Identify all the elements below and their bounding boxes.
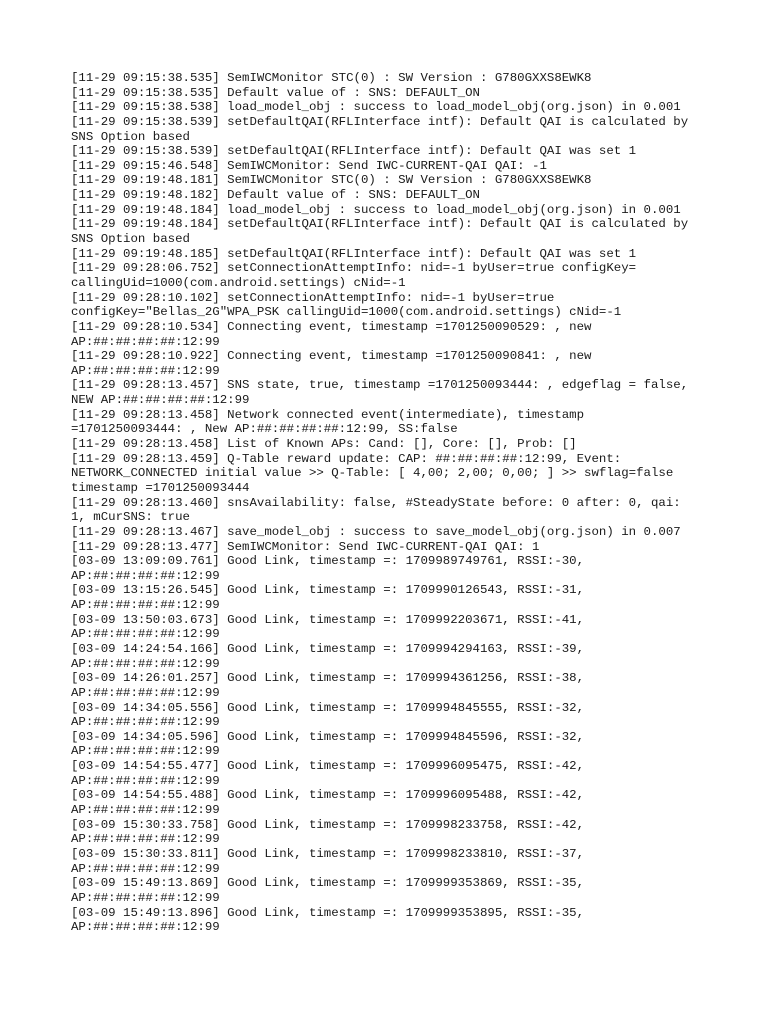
- log-line: AP:##:##:##:##:12:99: [71, 832, 220, 847]
- log-line: [11-29 09:19:48.185] setDefaultQAI(RFLInterface intf): Default QAI was set 1: [71, 246, 637, 261]
- log-line: [11-29 09:15:38.539] setDefaultQAI(RFLInterface intf): Default QAI was set 1: [71, 144, 637, 159]
- log-line: [11-29 09:28:13.460] snsAvailability: false, #SteadyState before: 0 after: 0, qai:: [71, 495, 681, 510]
- log-line: [11-29 09:28:06.752] setConnectionAttemptInfo: nid=-1 byUser=true configKey=: [71, 261, 637, 276]
- log-line: AP:##:##:##:##:12:99: [71, 715, 220, 730]
- log-line: AP:##:##:##:##:12:99: [71, 744, 220, 759]
- log-line: AP:##:##:##:##:12:99: [71, 363, 220, 378]
- log-line: [03-09 15:30:33.758] Good Link, timestamp =: 1709998233758, RSSI:-42,: [71, 817, 585, 832]
- log-line: [11-29 09:28:13.467] save_model_obj : success to save_model_obj(org.json) in 0.007: [71, 524, 681, 539]
- log-line: [11-29 09:28:10.534] Connecting event, timestamp =1701250090529: , new: [71, 319, 592, 334]
- log-line: NEW AP:##:##:##:##:12:99: [71, 393, 250, 408]
- log-line: callingUid=1000(com.android.settings) cNid=-1: [71, 275, 406, 290]
- log-line: SNS Option based: [71, 232, 190, 247]
- log-line: [03-09 14:26:01.257] Good Link, timestamp =: 1709994361256, RSSI:-38,: [71, 671, 585, 686]
- log-line: [11-29 09:15:46.548] SemIWCMonitor: Send IWC-CURRENT-QAI QAI: -1: [71, 158, 547, 173]
- log-line: [03-09 14:34:05.556] Good Link, timestamp =: 1709994845555, RSSI:-32,: [71, 700, 585, 715]
- log-line: [11-29 09:15:38.535] SemIWCMonitor STC(0) : SW Version : G780GXXS8EWK8: [71, 71, 592, 85]
- log-line: configKey="Bellas_2G"WPA_PSK callingUid=1000(com.android.settings) cNid=-1: [71, 305, 622, 320]
- log-line: [11-29 09:28:13.477] SemIWCMonitor: Send IWC-CURRENT-QAI QAI: 1: [71, 539, 540, 554]
- log-line: 1, mCurSNS: true: [71, 510, 190, 525]
- log-line: [03-09 15:49:13.869] Good Link, timestamp =: 1709999353869, RSSI:-35,: [71, 876, 585, 891]
- log-line: [11-29 09:28:13.458] Network connected event(intermediate), timestamp: [71, 407, 585, 422]
- log-line: [11-29 09:15:38.538] load_model_obj : success to load_model_obj(org.json) in 0.001: [71, 100, 681, 115]
- log-line: [11-29 09:19:48.184] setDefaultQAI(RFLInterface intf): Default QAI is calculated by: [71, 217, 689, 232]
- log-line: SNS Option based: [71, 129, 190, 144]
- log-line: [03-09 13:50:03.673] Good Link, timestamp =: 1709992203671, RSSI:-41,: [71, 612, 585, 627]
- log-line: [11-29 09:19:48.182] Default value of : SNS: DEFAULT_ON: [71, 188, 480, 203]
- log-line: [11-29 09:28:13.457] SNS state, true, timestamp =1701250093444: , edgeflag = false,: [71, 378, 689, 393]
- log-text: [71, 71, 711, 935]
- log-line: timestamp =1701250093444: [71, 480, 250, 495]
- log-line: [11-29 09:28:10.102] setConnectionAttemptInfo: nid=-1 byUser=true: [71, 290, 555, 305]
- log-line: [03-09 14:54:55.477] Good Link, timestamp =: 1709996095475, RSSI:-42,: [71, 759, 585, 774]
- log-line: AP:##:##:##:##:12:99: [71, 334, 220, 349]
- log-line: [03-09 13:15:26.545] Good Link, timestamp =: 1709990126543, RSSI:-31,: [71, 583, 585, 598]
- document-page: [71, 71, 711, 935]
- log-line: AP:##:##:##:##:12:99: [71, 685, 220, 700]
- log-line: AP:##:##:##:##:12:99: [71, 568, 220, 583]
- log-line: [11-29 09:19:48.184] load_model_obj : success to load_model_obj(org.json) in 0.001: [71, 202, 681, 217]
- log-line: [03-09 14:24:54.166] Good Link, timestamp =: 1709994294163, RSSI:-39,: [71, 641, 585, 656]
- log-line: AP:##:##:##:##:12:99: [71, 861, 220, 876]
- log-line: [11-29 09:15:38.535] Default value of : SNS: DEFAULT_ON: [71, 85, 480, 100]
- log-line: AP:##:##:##:##:12:99: [71, 627, 220, 642]
- log-line: [11-29 09:19:48.181] SemIWCMonitor STC(0) : SW Version : G780GXXS8EWK8: [71, 173, 592, 188]
- log-line: [03-09 15:49:13.896] Good Link, timestamp =: 1709999353895, RSSI:-35,: [71, 905, 585, 920]
- log-line: [03-09 14:54:55.488] Good Link, timestamp =: 1709996095488, RSSI:-42,: [71, 788, 585, 803]
- log-line: [11-29 09:15:38.539] setDefaultQAI(RFLInterface intf): Default QAI is calculated by: [71, 114, 689, 129]
- log-line: AP:##:##:##:##:12:99: [71, 803, 220, 818]
- log-line: [03-09 15:30:33.811] Good Link, timestamp =: 1709998233810, RSSI:-37,: [71, 846, 585, 861]
- log-line: AP:##:##:##:##:12:99: [71, 920, 220, 935]
- log-line: [11-29 09:28:10.922] Connecting event, timestamp =1701250090841: , new: [71, 349, 592, 364]
- log-line: NETWORK_CONNECTED initial value >> Q-Table: [ 4,00; 2,00; 0,00; ] >> swflag=false: [71, 466, 674, 481]
- log-line: =1701250093444: , New AP:##:##:##:##:12:99, SS:false: [71, 422, 458, 437]
- log-line: AP:##:##:##:##:12:99: [71, 598, 220, 613]
- log-line: AP:##:##:##:##:12:99: [71, 890, 220, 905]
- log-line: [11-29 09:28:13.458] List of Known APs: Cand: [], Core: [], Prob: []: [71, 437, 577, 452]
- log-line: [11-29 09:28:13.459] Q-Table reward update: CAP: ##:##:##:##:12:99, Event:: [71, 451, 622, 466]
- log-line: [03-09 14:34:05.596] Good Link, timestamp =: 1709994845596, RSSI:-32,: [71, 729, 585, 744]
- log-line: AP:##:##:##:##:12:99: [71, 656, 220, 671]
- log-line: [03-09 13:09:09.761] Good Link, timestamp =: 1709989749761, RSSI:-30,: [71, 554, 585, 569]
- log-line: AP:##:##:##:##:12:99: [71, 773, 220, 788]
